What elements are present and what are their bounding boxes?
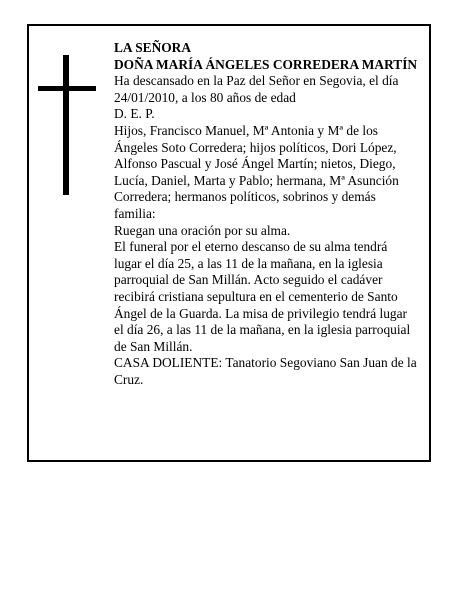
- funeral-details: El funeral por el eterno descanso de su alma tendrá lugar el día 25, a las 11 de la mañana, en la iglesia parroquial de San Millán. Acto seguido el cadáver recibirá cristiana sepultura en el cementerio de Santo Ángel de la Guarda. La misa de privilegio tendrá lugar el día 26, a las 11 de la mañana, en la iglesia parroquial de San Millán.: [114, 239, 411, 354]
- family-list: Hijos, Francisco Manuel, Mª Antonia y Mª de los Ángeles Soto Corredera; hijos políticos, Dori López, Alfonso Pascual y José Ángel Martín; nietos, Diego, Lucía, Daniel, Marta y Pablo; hermana, Mª Asunción Corredera; hermanos políticos, sobrinos y demás familia:: [114, 122, 399, 221]
- rest-statement: Ha descansado en la Paz del Señor en Segovia, el día 24/01/2010, a los 80 años de edad: [114, 73, 399, 105]
- cross-vertical-bar: [63, 55, 69, 195]
- casa-doliente: CASA DOLIENTE: Tanatorio Segoviano San Juan de la Cruz.: [114, 355, 417, 387]
- cross-horizontal-bar: [38, 86, 96, 91]
- obituary-text: [114, 40, 418, 388]
- title-line: LA SEÑORA: [114, 40, 192, 55]
- dep-line: D. E. P.: [114, 106, 155, 122]
- prayer-request: Ruegan una oración por su alma.: [114, 222, 291, 238]
- deceased-name: DOÑA MARÍA ÁNGELES CORREDERA MARTÍN: [114, 56, 418, 72]
- cross-icon: [38, 55, 96, 195]
